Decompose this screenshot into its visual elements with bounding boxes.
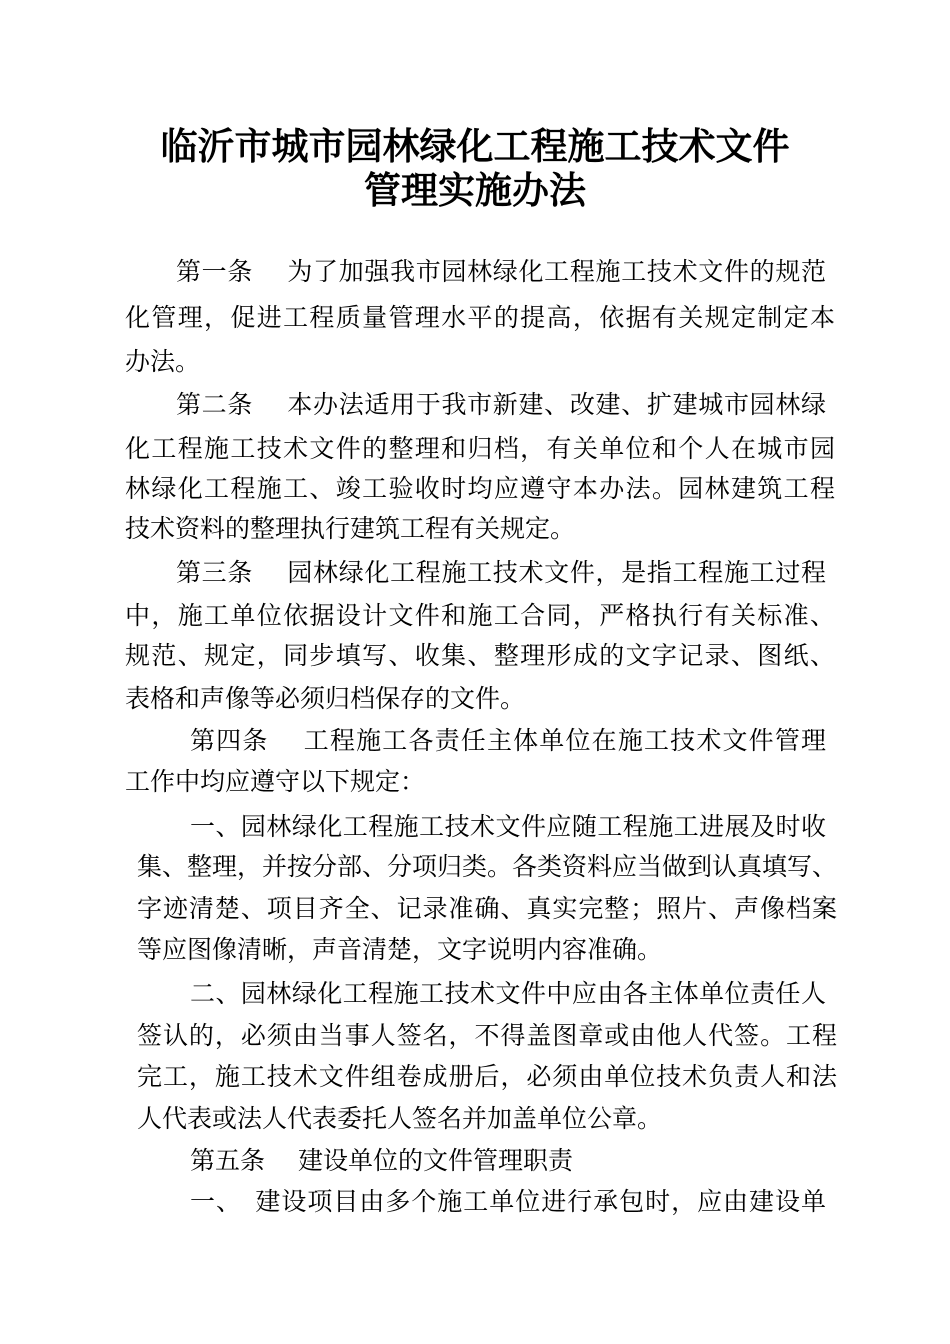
article-4-item-1-line-3: 字迹清楚、项目齐全、记录准确、真实完整；照片、声像档案 xyxy=(137,894,837,923)
document-title-line-2: 管理实施办法 xyxy=(364,169,586,212)
article-3-line-2: 中，施工单位依据设计文件和施工合同，严格执行有关标准、 xyxy=(125,601,835,630)
article-1-line-2: 化管理，促进工程质量管理水平的提高，依据有关规定制定本 xyxy=(125,303,835,332)
article-1-line-1: 第一条 为了加强我市园林绿化工程施工技术文件的规范 xyxy=(176,257,826,286)
article-4-item-1-line-1: 一、园林绿化工程施工技术文件应随工程施工进展及时收 xyxy=(190,812,826,841)
article-4-item-2-line-2: 签认的，必须由当事人签名，不得盖图章或由他人代签。工程 xyxy=(137,1021,837,1050)
article-5-item-1-line-1: 一、 建设项目由多个施工单位进行承包时，应由建设单 xyxy=(190,1187,826,1216)
article-4-item-1-line-4: 等应图像清晰，声音清楚，文字说明内容准确。 xyxy=(137,935,663,964)
article-2-line-3: 林绿化工程施工、竣工验收时均应遵守本办法。园林建筑工程 xyxy=(125,474,835,503)
article-4-line-1: 第四条 工程施工各责任主体单位在施工技术文件管理 xyxy=(190,726,826,755)
article-2-line-1: 第二条 本办法适用于我市新建、改建、扩建城市园林绿 xyxy=(176,390,826,419)
article-4-item-2-line-1: 二、园林绿化工程施工技术文件中应由各主体单位责任人 xyxy=(190,979,826,1008)
article-2-line-2: 化工程施工技术文件的整理和归档，有关单位和个人在城市园 xyxy=(125,434,835,463)
article-4-item-1-line-2: 集、整理，并按分部、分项归类。各类资料应当做到认真填写、 xyxy=(137,852,838,881)
article-5-line-1: 第五条 建设单位的文件管理职责 xyxy=(190,1146,573,1175)
article-3-line-3: 规范、规定，同步填写、收集、整理形成的文字记录、图纸、 xyxy=(125,641,835,670)
article-4-item-2-line-4: 人代表或法人代表委托人签名并加盖单位公章。 xyxy=(137,1104,663,1133)
article-3-line-4: 表格和声像等必须归档保存的文件。 xyxy=(125,684,526,713)
article-4-item-2-line-3: 完工，施工技术文件组卷成册后，必须由单位技术负责人和法 xyxy=(137,1062,837,1091)
article-4-line-2: 工作中均应遵守以下规定： xyxy=(125,767,426,796)
article-2-line-4: 技术资料的整理执行建筑工程有关规定。 xyxy=(125,514,576,543)
document-title-line-1: 临沂市城市园林绿化工程施工技术文件 xyxy=(160,125,790,168)
article-3-line-1: 第三条 园林绿化工程施工技术文件，是指工程施工过程 xyxy=(176,558,826,587)
article-1-line-3: 办法。 xyxy=(125,347,201,376)
